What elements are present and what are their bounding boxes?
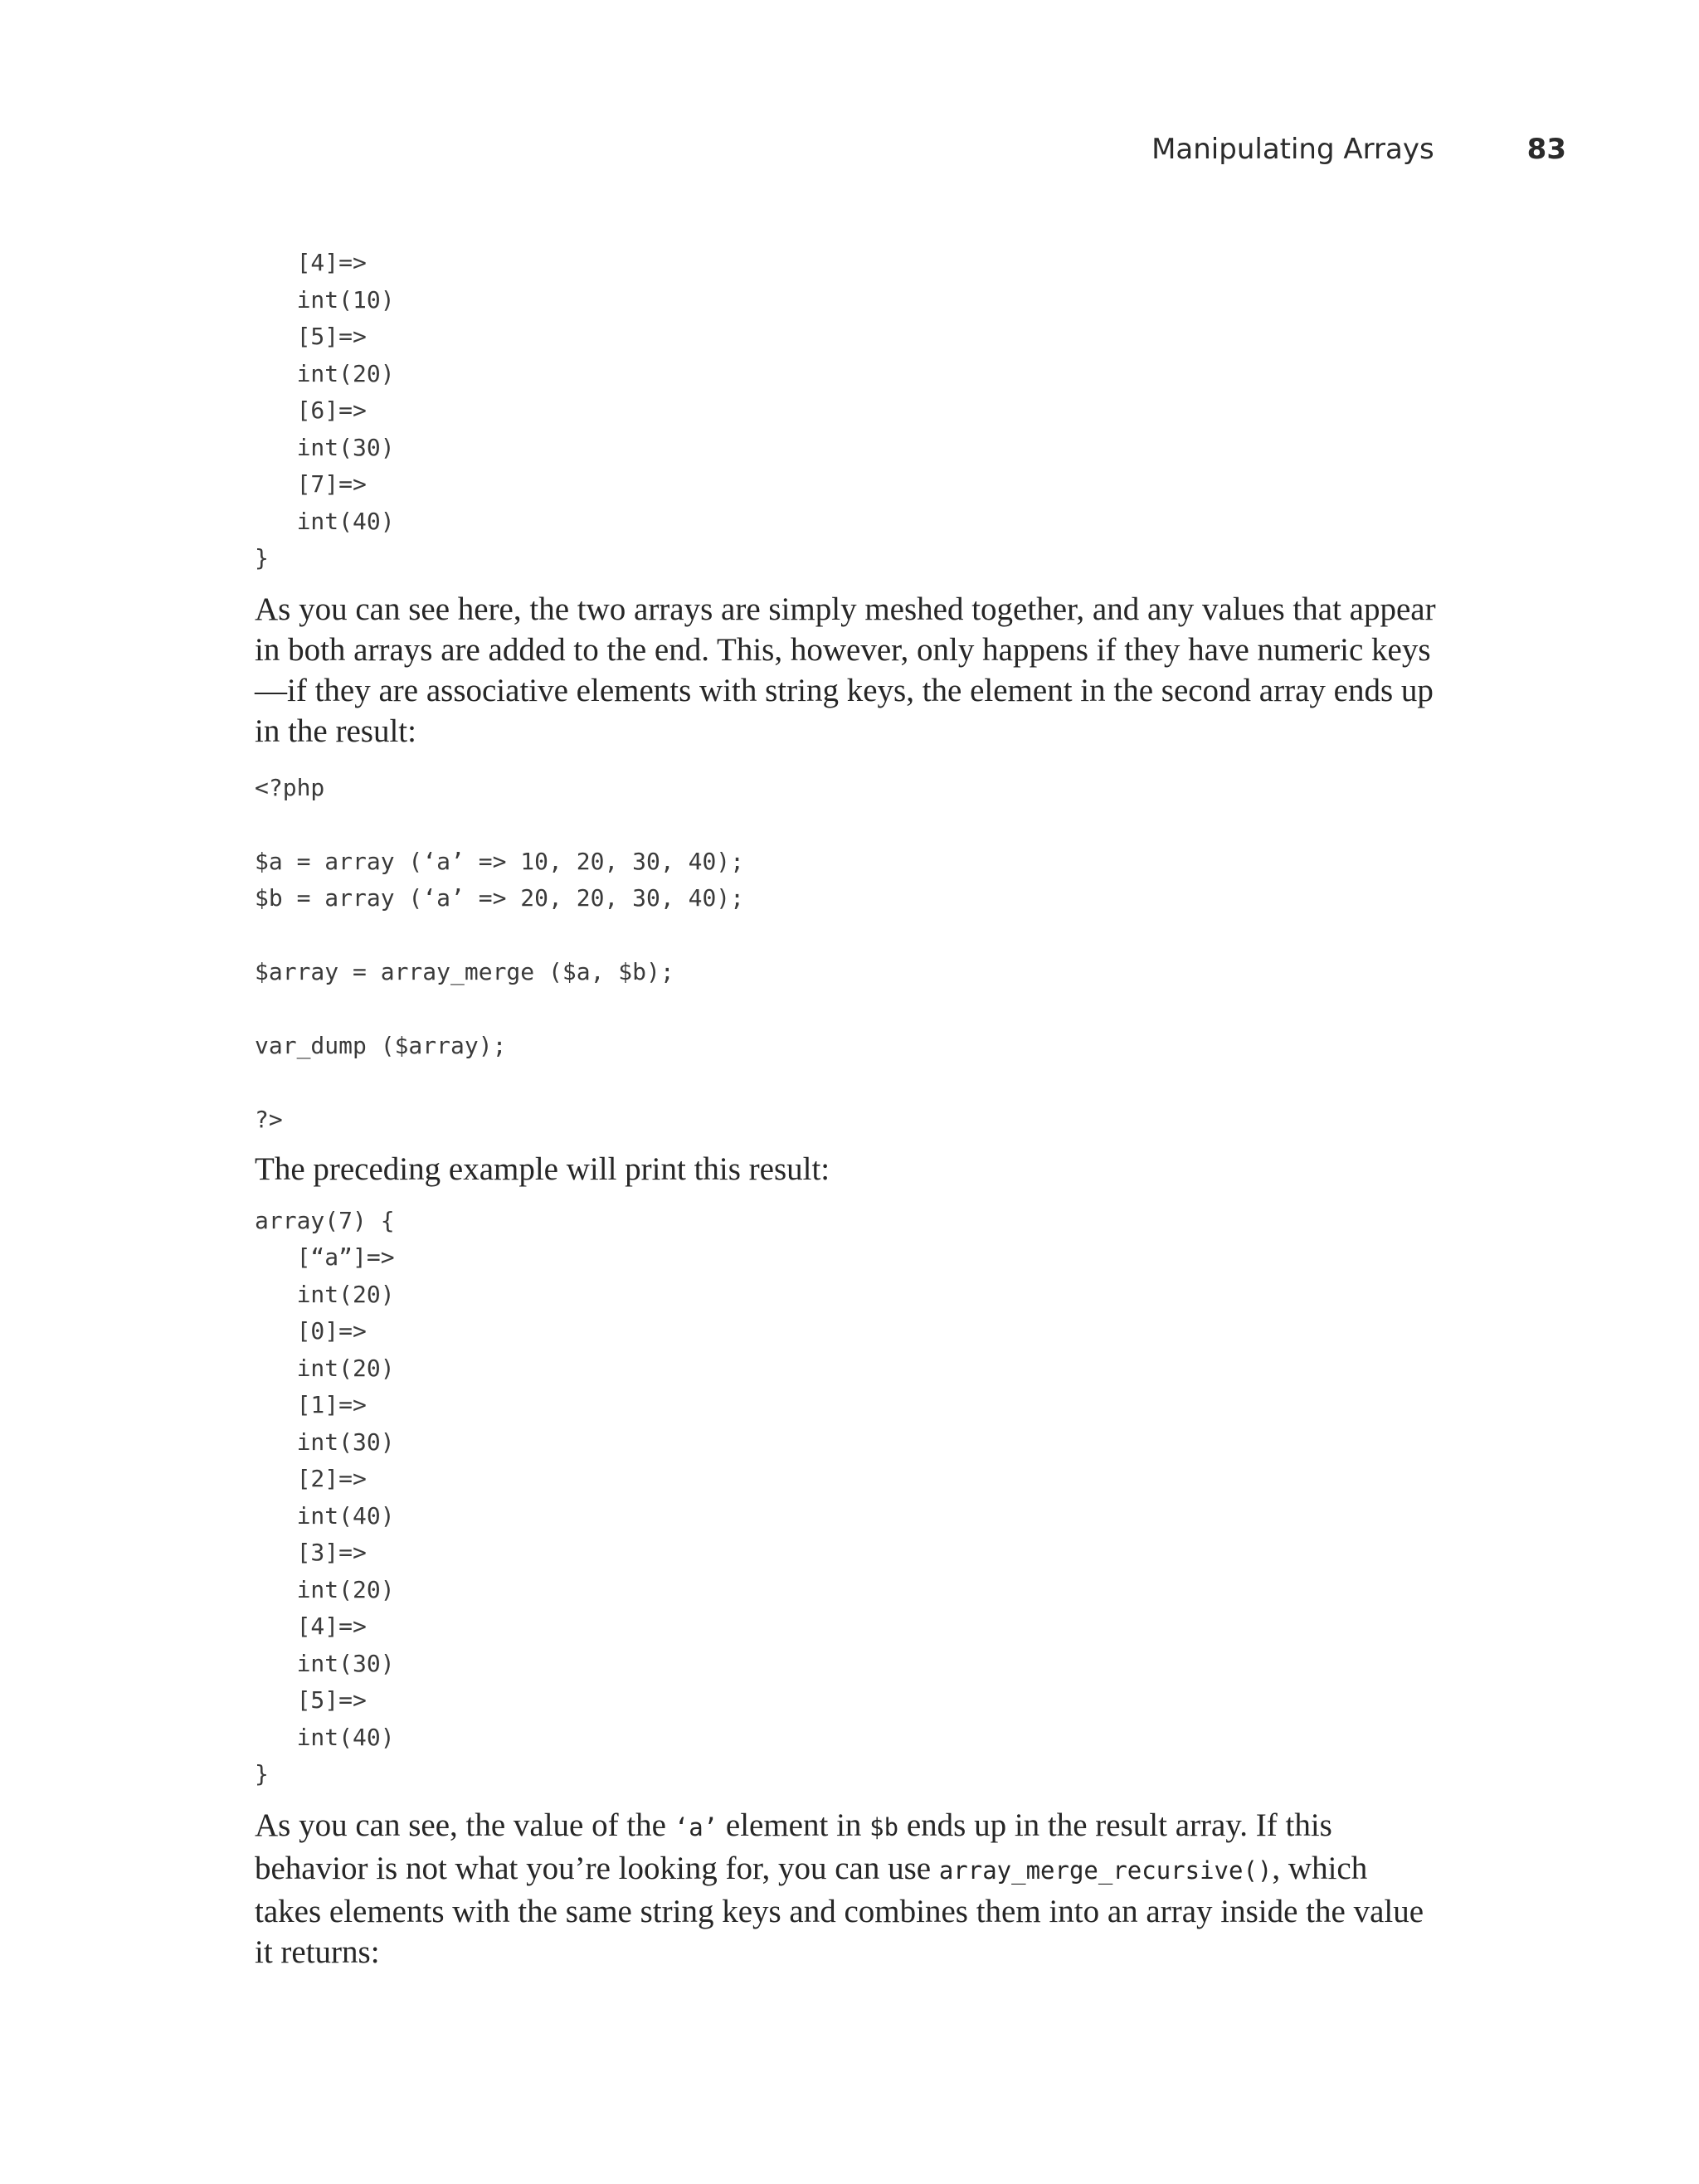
text-run: ends up in the result array. If this behavior is not what you’re looking for, you can use [255,1807,1332,1886]
code-line: int(30) [255,1649,395,1677]
code-block-var-dump-tail [255,245,1441,577]
text-run: , which takes elements with the same string keys and combines them into an array inside the value it returns: [255,1850,1424,1970]
code-line: int(20) [255,1280,395,1308]
code-line: int(40) [255,1501,395,1530]
running-head [1151,133,1566,166]
code-line: int(20) [255,1354,395,1382]
code-line: $b = array (‘a’ => 20, 20, 30, 40); [255,884,745,912]
code-line: array(7) { [255,1206,395,1234]
code-line: } [255,1760,269,1788]
inline-code: ‘a’ [674,1812,718,1841]
text-run: element in [718,1807,870,1843]
code-line: int(20) [255,359,395,387]
code-line: [4]=> [255,249,367,276]
code-block-output [255,1203,1441,1793]
code-line: [7]=> [255,470,367,498]
paragraph-numeric-keys: As you can see here, the two arrays are simply meshed together, and any values that appear in both arrays are added to the end. This, however, only happens if they have numeric keys—if they are associative elements with string keys, the element in the second array ends up in the result: [255,591,1436,749]
code-line: [1]=> [255,1391,367,1418]
code-line: [5]=> [255,323,367,350]
code-line [255,917,1441,955]
code-line: } [255,544,269,572]
code-line: [3]=> [255,1539,367,1566]
code-line: $array = array_merge ($a, $b); [255,958,674,985]
code-line [255,806,1441,844]
code-line: [“a”]=> [255,1243,395,1271]
code-line: int(40) [255,1723,395,1751]
code-line: int(30) [255,433,395,461]
code-line: [6]=> [255,396,367,424]
paragraph-merge-recursive [255,1805,1441,1972]
code-line: int(30) [255,1428,395,1456]
section-title: Manipulating Arrays [1151,133,1434,166]
code-line: int(10) [255,285,395,314]
code-line: [5]=> [255,1686,367,1714]
code-line: ?> [255,1106,283,1133]
code-line: [4]=> [255,1612,367,1640]
code-line: var_dump ($array); [255,1032,507,1059]
inline-code: $b [869,1812,899,1841]
text-run: As you can see, the value of the [255,1807,674,1843]
code-line [255,991,1441,1029]
code-line: [2]=> [255,1465,367,1492]
page-content [255,245,1441,1972]
code-line: int(20) [255,1575,395,1603]
code-line: [0]=> [255,1317,367,1345]
code-line [255,1065,1441,1102]
code-line: $a = array (‘a’ => 10, 20, 30, 40); [255,847,745,875]
code-line: <?php [255,773,325,801]
code-block-php-example [255,770,1441,1139]
code-line: int(40) [255,507,395,535]
inline-code: array_merge_recursive() [938,1856,1273,1885]
page-number: 83 [1526,133,1566,166]
paragraph-preceding-example: The preceding example will print this result: [255,1150,830,1187]
